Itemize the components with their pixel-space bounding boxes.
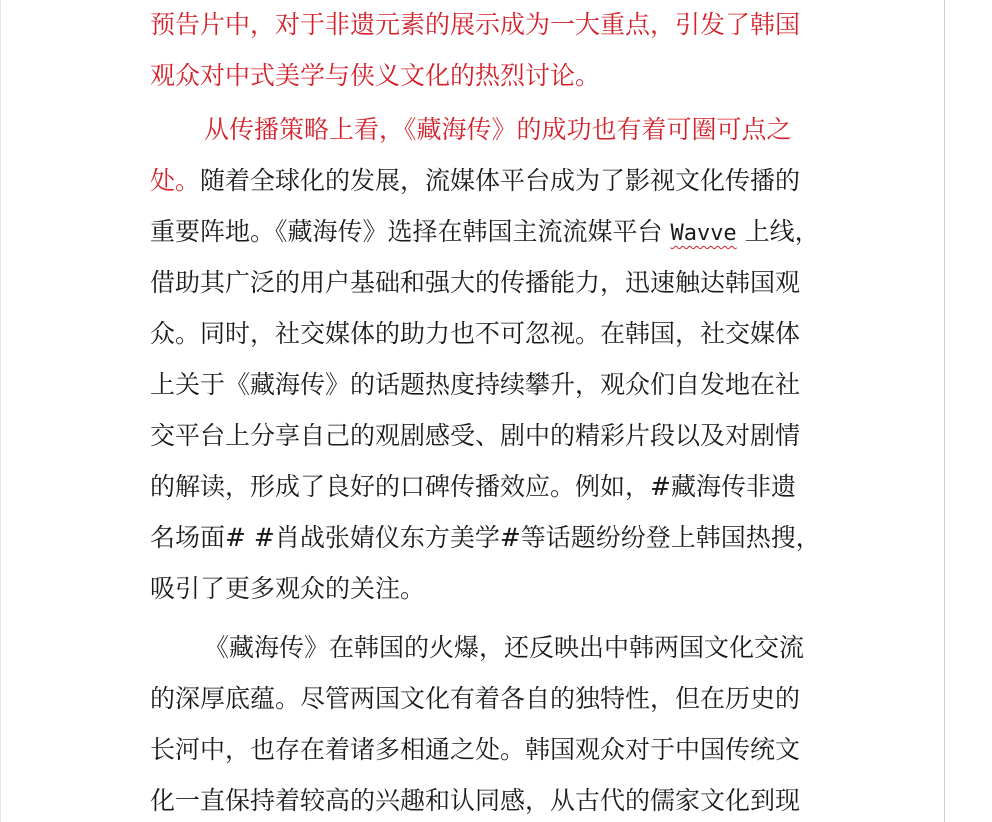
paragraph-2-line-10: 吸引了更多观众的关注。	[150, 574, 426, 603]
paragraph-2-line-4: 借助其广泛的用户基础和强大的传播能力，迅速触达韩国观	[150, 268, 801, 297]
paragraph-2-line-3-b: 上线，	[736, 217, 820, 246]
paragraph-2-line-3-a: 重要阵地。《藏海传》选择在韩国主流流媒平台	[150, 217, 671, 246]
paragraph-2-line-2-black: 随着全球化的发展，流媒体平台成为了影视文化传播的	[200, 166, 801, 195]
spellcheck-word-wavve[interactable]: Wavve	[670, 221, 737, 246]
paragraph-2-line-1: 从传播策略上看，《藏海传》的成功也有着可圈可点之	[204, 115, 792, 144]
page-right-edge	[944, 0, 945, 822]
paragraph-1-line-1: 预告片中，对于非遗元素的展示成为一大重点，引发了韩国	[150, 10, 801, 39]
paragraph-2-line-6: 上关于《藏海传》的话题热度持续攀升，观众们自发地在社	[150, 370, 801, 399]
paragraph-3-line-4: 化一直保持着较高的兴趣和认同感，从古代的儒家文化到现	[150, 786, 801, 815]
paragraph-2-line-9: 名场面# #肖战张婧仪东方美学#等话题纷纷登上韩国热搜，	[150, 523, 821, 552]
paragraph-1-line-2: 观众对中式美学与侠义文化的热烈讨论。	[150, 61, 601, 90]
paragraph-2-line-5: 众。同时，社交媒体的助力也不可忽视。在韩国，社交媒体	[150, 319, 801, 348]
paragraph-2-line-8: 的解读，形成了良好的口碑传播效应。例如，#藏海传非遗	[150, 472, 796, 501]
paragraph-2-line-3	[150, 213, 820, 251]
paragraph-2-line-2-red: 处。	[150, 166, 201, 195]
paragraph-3-line-3: 长河中，也存在着诸多相通之处。韩国观众对于中国传统文	[150, 735, 801, 764]
paragraph-3-line-1: 《藏海传》在韩国的火爆，还反映出中韩两国文化交流	[204, 633, 805, 662]
paragraph-2-line-7: 交平台上分享自己的观剧感受、剧中的精彩片段以及对剧情	[150, 421, 801, 450]
paragraph-2-line-2	[150, 162, 800, 200]
paragraph-3-line-2: 的深厚底蕴。尽管两国文化有着各自的独特性，但在历史的	[150, 684, 801, 713]
page-left-edge	[0, 0, 1, 822]
